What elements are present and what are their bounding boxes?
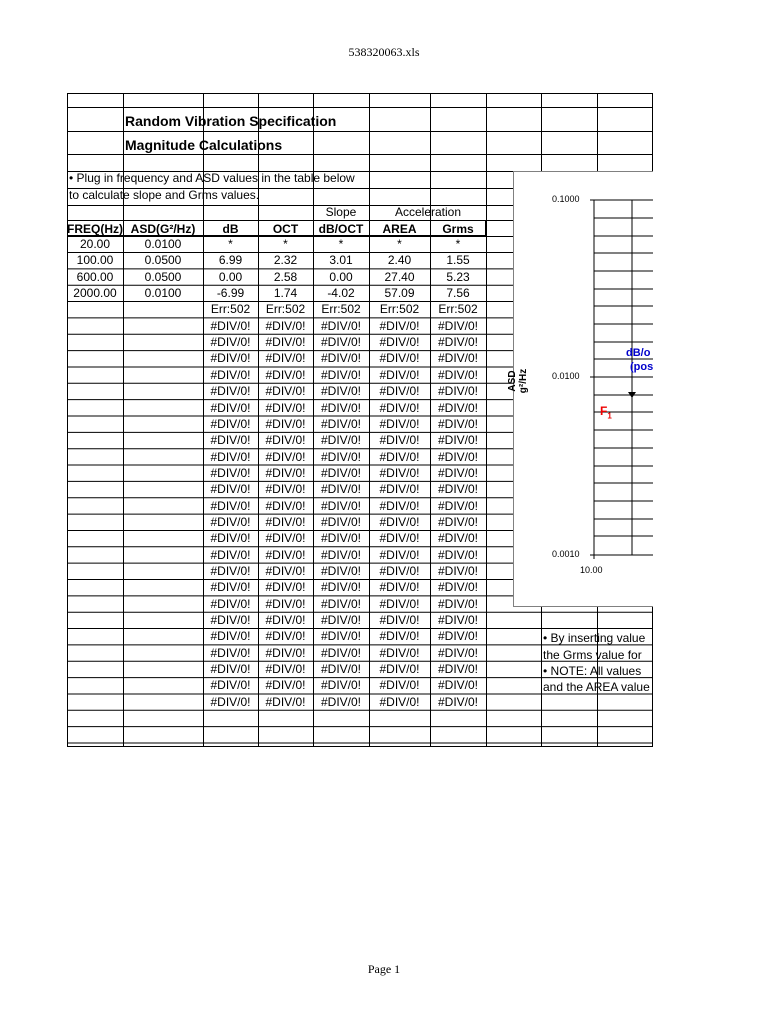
table-cell: #DIV/0! [379,613,420,628]
table-cell: 7.56 [446,286,470,301]
table-cell: #DIV/0! [379,547,420,562]
table-cell: #DIV/0! [320,498,362,513]
table-cell: #DIV/0! [437,580,479,595]
table-cell: #DIV/0! [320,465,362,480]
table-cell: 57.09 [384,286,415,301]
column-header: dB [222,222,239,236]
table-cell: #DIV/0! [210,482,251,497]
table-cell: 1.55 [446,253,470,268]
table-cell: 0.00 [329,269,353,284]
table-cell: #DIV/0! [379,416,420,431]
table-cell: #DIV/0! [210,335,251,350]
table-cell: #DIV/0! [265,547,306,562]
table-cell: #DIV/0! [265,351,306,366]
table-cell: Err:502 [379,302,420,317]
table-cell: #DIV/0! [320,351,362,366]
table-cell: #DIV/0! [210,613,251,628]
table-cell: #DIV/0! [265,367,306,382]
table-cell: 2.40 [387,253,412,268]
table-cell: #DIV/0! [210,465,251,480]
table-cell: 6.99 [218,253,243,268]
table-cell: #DIV/0! [320,514,362,529]
table-cell: #DIV/0! [437,384,479,399]
y-axis-label-line-1: ASD [507,370,519,392]
table-cell: #DIV/0! [265,531,306,546]
column-header: AREA [382,222,417,236]
table-cell: #DIV/0! [379,400,420,415]
y-tick-label: 0.0100 [552,371,580,381]
chart-annotation-line-1: dB/o [626,347,651,359]
table-cell: #DIV/0! [379,629,420,644]
table-cell: 27.40 [384,269,415,284]
table-cell: #DIV/0! [379,596,420,611]
table-cell: 20.00 [79,237,111,251]
table-cell: #DIV/0! [379,514,420,529]
table-cell: #DIV/0! [437,596,479,611]
asd-chart [507,171,653,607]
table-cell: #DIV/0! [437,547,479,562]
table-cell: #DIV/0! [320,645,362,660]
table-cell: 3.01 [329,253,353,268]
table-cell: 0.0500 [144,253,182,268]
table-cell: #DIV/0! [379,449,420,464]
table-cell: 2.58 [273,269,298,284]
x-tick-label: 10.00 [580,565,603,575]
table-cell: #DIV/0! [210,596,251,611]
table-cell: #DIV/0! [265,564,306,578]
table-cell: #DIV/0! [265,629,306,644]
table-cell: #DIV/0! [320,367,362,382]
table-cell: #DIV/0! [320,416,362,431]
table-cell: 0.00 [218,269,243,284]
table-cell: #DIV/0! [320,564,362,578]
table-cell: #DIV/0! [379,482,420,497]
table-cell: #DIV/0! [437,514,479,529]
table-cell: #DIV/0! [437,678,479,693]
table-cell: #DIV/0! [210,645,251,660]
y-tick-label: 0.1000 [552,194,580,204]
table-cell: #DIV/0! [379,498,420,513]
instruction-line-1: • Plug in frequency and ASD values in the table below [69,171,355,185]
spreadsheet-area [67,93,653,747]
table-cell: #DIV/0! [320,449,362,464]
table-cell: #DIV/0! [265,400,306,415]
table-cell: #DIV/0! [437,629,479,644]
table-cell: #DIV/0! [320,531,362,546]
side-note-line-2: the Grms value for [543,648,642,662]
table-cell: 0.0100 [144,286,182,301]
marker-label-subscript: 1 [607,411,612,421]
table-cell: -6.99 [216,286,245,301]
chart-plot [514,172,653,606]
table-cell: #DIV/0! [210,367,251,382]
table-cell: #DIV/0! [437,433,479,448]
table-cell: #DIV/0! [265,580,306,595]
table-cell: #DIV/0! [265,384,306,399]
table-cell: #DIV/0! [320,678,362,693]
slope-group-header: Slope [325,205,357,219]
table-cell: #DIV/0! [265,416,306,431]
table-cell: Err:502 [265,302,306,317]
side-note-line-1: • By inserting value [543,631,646,645]
table-cell: #DIV/0! [379,367,420,382]
table-cell: #DIV/0! [265,613,306,628]
spec-title: Random Vibration Specification [125,113,337,129]
column-header: ASD(G²/Hz) [130,222,196,236]
table-cell: #DIV/0! [265,335,306,350]
table-cell: 600.00 [76,269,114,284]
table-cell: #DIV/0! [265,318,306,333]
table-cell: #DIV/0! [437,318,479,333]
table-cell: * [455,237,461,251]
table-cell: #DIV/0! [210,678,251,693]
table-cell: #DIV/0! [210,662,251,677]
table-cell: #DIV/0! [320,580,362,595]
marker-label-text: F [600,404,608,418]
table-cell: #DIV/0! [210,400,251,415]
page-header-filename: 538320063.xls [348,45,420,59]
table-cell: #DIV/0! [320,694,362,709]
table-cell: #DIV/0! [437,449,479,464]
table-cell: #DIV/0! [320,629,362,644]
table-cell: #DIV/0! [437,482,479,497]
table-cell: #DIV/0! [437,613,479,628]
chart-annotation-line-2: (pos [630,361,653,373]
table-cell: #DIV/0! [320,662,362,677]
table-cell: #DIV/0! [437,416,479,431]
table-cell: #DIV/0! [437,465,479,480]
table-cell: #DIV/0! [437,351,479,366]
table-cell: #DIV/0! [210,629,251,644]
table-cell: #DIV/0! [437,400,479,415]
table-cell: #DIV/0! [379,351,420,366]
table-cell: 0.0500 [144,269,182,284]
table-cell: #DIV/0! [320,318,362,333]
side-note-line-3: • NOTE: All values [543,664,642,678]
table-cell: #DIV/0! [320,335,362,350]
table-cell: * [397,237,402,251]
y-tick-label: 0.0010 [552,549,580,559]
table-cell: 100.00 [76,253,114,268]
table-cell: #DIV/0! [320,596,362,611]
table-cell: #DIV/0! [210,384,251,399]
table-cell: #DIV/0! [320,400,362,415]
table-cell: #DIV/0! [265,498,306,513]
table-cell: #DIV/0! [210,433,251,448]
table-cell: #DIV/0! [265,465,306,480]
table-cell: #DIV/0! [379,384,420,399]
table-cell: #DIV/0! [379,662,420,677]
table-cell: #DIV/0! [210,351,251,366]
table-cell: 0.0100 [144,237,182,251]
table-cell: #DIV/0! [437,531,479,546]
instruction-line-2: to calculate slope and Grms values. [69,188,260,202]
table-cell: #DIV/0! [379,564,420,578]
table-cell: #DIV/0! [320,613,362,628]
table-cell: Err:502 [438,302,478,317]
table-cell: #DIV/0! [265,694,306,709]
table-cell: #DIV/0! [210,449,251,464]
table-cell: -4.02 [327,286,355,301]
table-cell: 5.23 [446,269,470,284]
table-cell: #DIV/0! [265,449,306,464]
table-cell: #DIV/0! [210,318,251,333]
table-cell: #DIV/0! [379,694,420,709]
table-cell: #DIV/0! [437,662,479,677]
table-cell: #DIV/0! [210,580,251,595]
table-cell: * [228,237,233,251]
table-cell: #DIV/0! [210,498,251,513]
table-cell: 1.74 [273,286,298,301]
table-cell: #DIV/0! [265,678,306,693]
table-cell: #DIV/0! [265,596,306,611]
side-note-line-4: and the AREA value [543,680,650,694]
table-cell: #DIV/0! [320,433,362,448]
table-cell: 2.32 [273,253,298,268]
table-cell: #DIV/0! [320,482,362,497]
table-cell: #DIV/0! [379,335,420,350]
column-header: dB/OCT [318,222,364,236]
table-cell: #DIV/0! [379,645,420,660]
table-cell: #DIV/0! [437,564,479,578]
table-cell: 2000.00 [73,286,117,301]
table-cell: Err:502 [321,302,361,317]
table-cell: #DIV/0! [379,465,420,480]
column-header: FREQ(Hz) [67,222,123,236]
table-cell: #DIV/0! [210,514,251,529]
table-cell: #DIV/0! [210,564,251,578]
table-cell: * [338,237,344,251]
table-cell: * [283,237,288,251]
table-cell: #DIV/0! [210,694,251,709]
table-cell: #DIV/0! [437,498,479,513]
table-cell: #DIV/0! [437,645,479,660]
table-cell: #DIV/0! [379,580,420,595]
table-cell: #DIV/0! [379,531,420,546]
table-cell: #DIV/0! [265,482,306,497]
table-cell: #DIV/0! [265,662,306,677]
acceleration-group-header: Acceleration [394,205,462,219]
column-header: OCT [272,222,299,236]
y-axis-label-line-2: g²/Hz [518,368,530,394]
table-cell: #DIV/0! [265,433,306,448]
table-cell: #DIV/0! [379,678,420,693]
page-footer: Page 1 [367,962,401,976]
table-cell: #DIV/0! [437,367,479,382]
table-cell: #DIV/0! [379,433,420,448]
chart-y-axis-label [507,369,529,393]
table-cell: #DIV/0! [265,514,306,529]
table-cell: #DIV/0! [437,335,479,350]
table-cell: #DIV/0! [320,547,362,562]
table-cell: #DIV/0! [265,645,306,660]
table-cell: #DIV/0! [320,384,362,399]
spec-subtitle: Magnitude Calculations [125,137,283,153]
table-cell: #DIV/0! [437,694,479,709]
table-cell: #DIV/0! [210,547,251,562]
table-cell: #DIV/0! [210,531,251,546]
column-header: Grms [442,222,474,236]
table-cell: Err:502 [210,302,251,317]
chart-marker-label [600,404,612,420]
table-cell: #DIV/0! [379,318,420,333]
table-cell: #DIV/0! [210,416,251,431]
